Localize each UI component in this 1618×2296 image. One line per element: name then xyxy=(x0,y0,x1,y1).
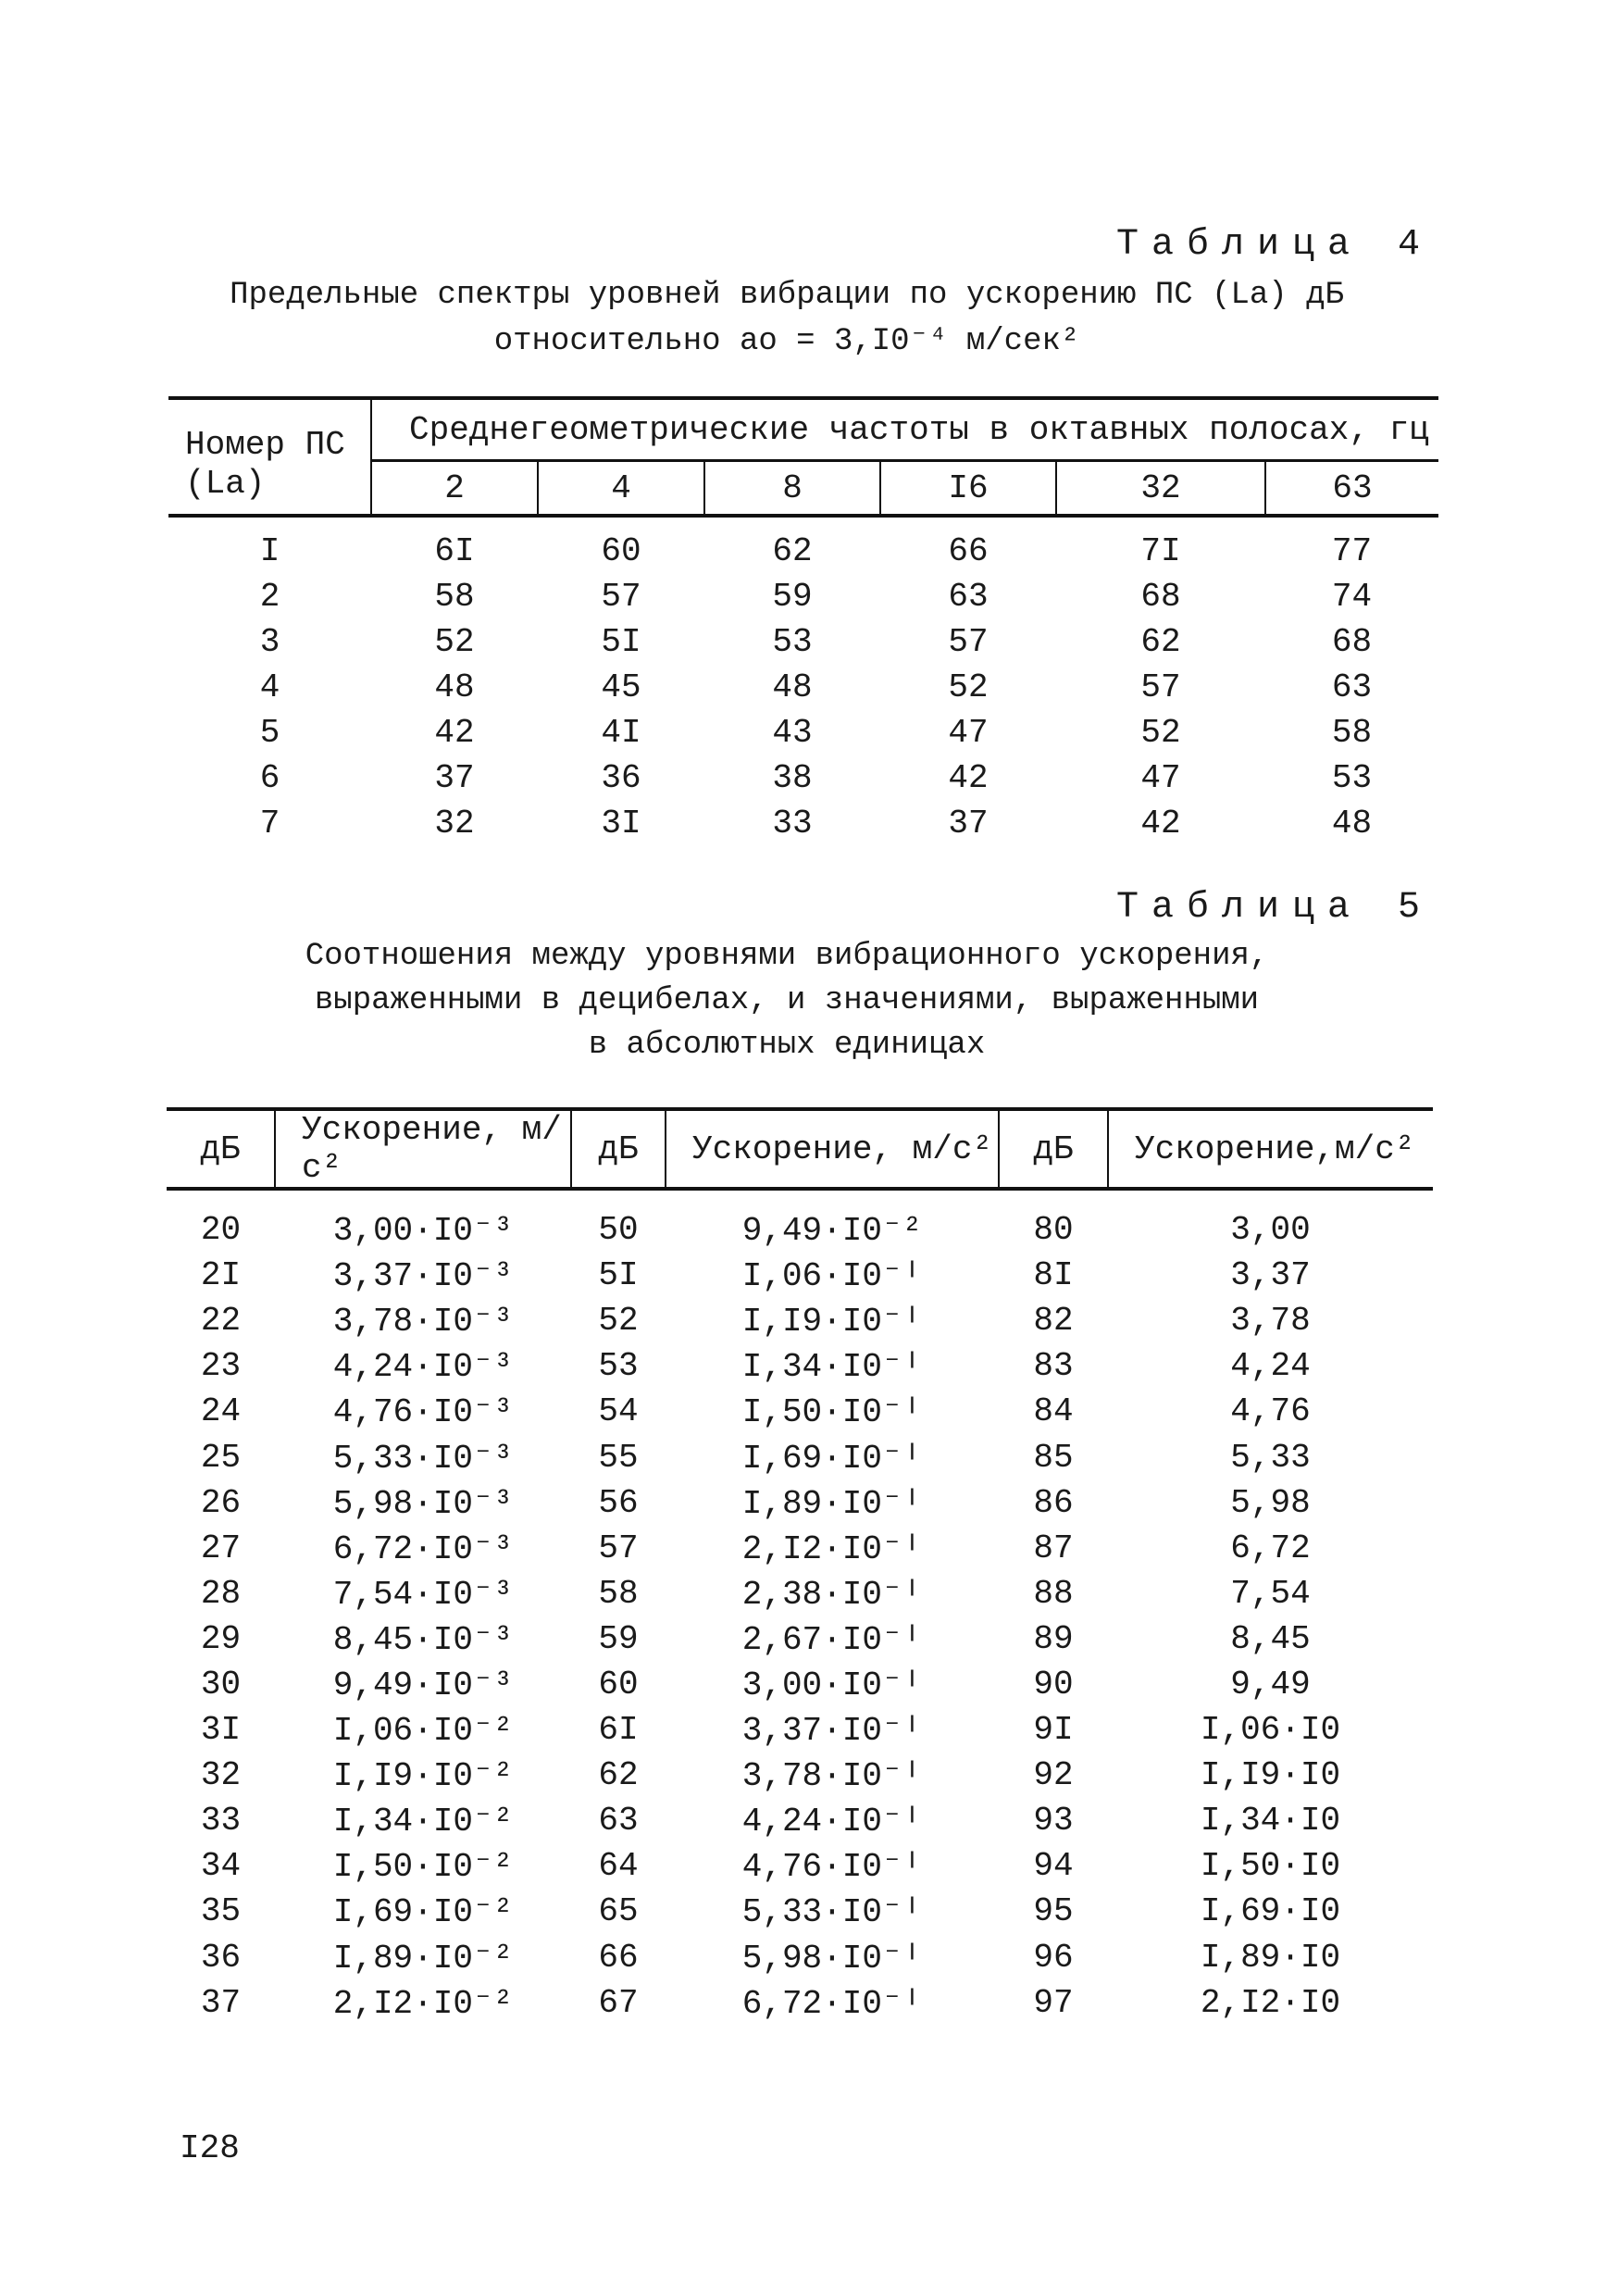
table4-caption-line2: относительно aо = 3,I0⁻⁴ м/сек² xyxy=(493,324,1080,359)
table-cell: 8,45 xyxy=(1230,1619,1311,1658)
table-row xyxy=(167,1526,1433,1571)
table-cell: 68 xyxy=(1140,578,1181,616)
table-cell: 5,98·I0⁻³ xyxy=(332,1484,514,1523)
table-cell: 92 xyxy=(1033,1756,1074,1795)
table4 xyxy=(168,396,1438,846)
table-cell: 60 xyxy=(598,1665,639,1703)
table-cell: 6I xyxy=(434,532,475,570)
table-cell: I,I9·I0⁻² xyxy=(332,1757,514,1796)
table-cell: 2,I2·I0⁻ᴵ xyxy=(741,1529,923,1568)
table-cell: I,69·I0 xyxy=(1200,1892,1341,1931)
table5-header xyxy=(167,1109,1433,1189)
table-cell: 59 xyxy=(598,1619,639,1658)
table4-freq-cell: 32 xyxy=(1056,461,1265,517)
table-cell: 86 xyxy=(1033,1483,1074,1522)
table-cell: 63 xyxy=(1331,668,1373,706)
table-cell: 3I xyxy=(601,805,641,842)
table-cell: 5,33 xyxy=(1230,1438,1311,1477)
table-cell: 29 xyxy=(200,1619,242,1658)
table-cell: I,06·I0⁻ᴵ xyxy=(741,1257,923,1296)
table-cell: 53 xyxy=(598,1347,639,1386)
table-row xyxy=(168,619,1438,665)
table4-row-header: Номер ПС (La) xyxy=(168,398,371,516)
table-cell: 45 xyxy=(601,668,641,706)
table-row xyxy=(167,1935,1433,1980)
table-cell: 7,54 xyxy=(1230,1574,1311,1613)
table-cell: I,89·I0⁻ᴵ xyxy=(741,1484,923,1523)
table-cell: 7I xyxy=(1140,532,1181,570)
table-cell: I,34·I0⁻² xyxy=(332,1803,514,1841)
table-row xyxy=(167,1389,1433,1434)
table-cell: 63 xyxy=(948,578,989,616)
table-cell: 6,72·I0⁻ᴵ xyxy=(741,1984,923,2023)
table-cell: 65 xyxy=(598,1892,639,1931)
table-cell: I xyxy=(259,532,280,570)
table4-body xyxy=(168,516,1438,846)
table-row xyxy=(168,516,1438,574)
table4-label: Таблица 4 xyxy=(1115,224,1433,266)
table-cell: 67 xyxy=(598,1983,639,2022)
table-cell: 2 xyxy=(259,578,280,616)
table-cell: 3,37·I0⁻ᴵ xyxy=(741,1712,923,1751)
table-cell: 58 xyxy=(598,1574,639,1613)
table-cell: I,50·I0⁻² xyxy=(332,1848,514,1887)
table-cell: 48 xyxy=(772,668,813,706)
table-cell: 9,49·I0⁻² xyxy=(741,1212,923,1251)
table-cell: 4,24·I0⁻³ xyxy=(332,1348,514,1387)
table4-freq-cell: I6 xyxy=(880,461,1056,517)
table-cell: 58 xyxy=(1331,714,1373,752)
table-cell: 80 xyxy=(1033,1211,1074,1250)
table-cell: 48 xyxy=(434,668,475,706)
table-cell: 3,78·I0⁻ᴵ xyxy=(741,1757,923,1796)
table-cell: 3,00·I0⁻ᴵ xyxy=(741,1666,923,1704)
table-cell: 66 xyxy=(948,532,989,570)
table-cell: 94 xyxy=(1033,1847,1074,1886)
table-cell: 37 xyxy=(948,805,989,842)
table-cell: 33 xyxy=(200,1802,242,1841)
table-cell: 62 xyxy=(598,1756,639,1795)
table-cell: I,89·I0 xyxy=(1200,1938,1341,1977)
table-cell: 57 xyxy=(598,1529,639,1567)
table-cell: 35 xyxy=(200,1892,242,1931)
table-cell: 52 xyxy=(598,1302,639,1341)
table-cell: 87 xyxy=(1033,1529,1074,1567)
table5-caption-line1: Соотношения между уровнями вибрационного ускорения, xyxy=(305,939,1269,974)
table-cell: 4 xyxy=(259,668,280,706)
table-cell: 48 xyxy=(1331,805,1373,842)
table-cell: 52 xyxy=(948,668,989,706)
table-cell: 4I xyxy=(601,714,641,752)
table-cell: 84 xyxy=(1033,1392,1074,1431)
table-cell: 6 xyxy=(259,759,280,797)
table-cell: 77 xyxy=(1331,532,1373,570)
table-cell: I,06·I0⁻² xyxy=(332,1712,514,1751)
table-cell: 3 xyxy=(259,623,280,661)
table-cell: 23 xyxy=(200,1347,242,1386)
table-cell: 50 xyxy=(598,1211,639,1250)
table-cell: 43 xyxy=(772,714,813,752)
table-cell: 26 xyxy=(200,1483,242,1522)
table4-freq-cell: 63 xyxy=(1265,461,1438,517)
table-cell: 52 xyxy=(434,623,475,661)
table-cell: I,I9·I0⁻ᴵ xyxy=(741,1303,923,1341)
table-cell: 62 xyxy=(1140,623,1181,661)
table-cell: 3,00·I0⁻³ xyxy=(332,1212,514,1251)
table-cell: 64 xyxy=(598,1847,639,1886)
table-row xyxy=(167,1189,1433,1253)
table-cell: 4,76·I0⁻³ xyxy=(332,1393,514,1432)
table4-caption-line1: Предельные спектры уровней вибрации по ускорению ПС (La) дБ xyxy=(230,278,1344,313)
table-cell: I,34·I0 xyxy=(1200,1802,1341,1841)
table-cell: 4,76 xyxy=(1230,1392,1311,1431)
table-cell: 6,72 xyxy=(1230,1529,1311,1567)
table-cell: 96 xyxy=(1033,1938,1074,1977)
table-row xyxy=(167,1843,1433,1889)
table-cell: 42 xyxy=(948,759,989,797)
table-cell: 47 xyxy=(1140,759,1181,797)
table-row xyxy=(167,1889,1433,1934)
table-cell: 5I xyxy=(598,1256,639,1295)
table-cell: 25 xyxy=(200,1438,242,1477)
table4-freq-header: Среднегеометрические частоты в октавных полосах, гц xyxy=(409,410,1429,449)
table-cell: 8I xyxy=(1033,1256,1074,1295)
table-cell: 83 xyxy=(1033,1347,1074,1386)
table-row xyxy=(168,755,1438,801)
table-cell: 53 xyxy=(1331,759,1373,797)
table-cell: 66 xyxy=(598,1938,639,1977)
table-cell: 2I xyxy=(200,1256,242,1295)
table-cell: 24 xyxy=(200,1392,242,1431)
table-cell: 2,I2·I0⁻² xyxy=(332,1984,514,2023)
table-cell: 5,33·I0⁻ᴵ xyxy=(741,1893,923,1932)
table-cell: I,50·I0 xyxy=(1200,1847,1341,1886)
table-cell: 2,67·I0⁻ᴵ xyxy=(741,1620,923,1659)
table-cell: 42 xyxy=(1140,805,1181,842)
table-cell: 4,76·I0⁻ᴵ xyxy=(741,1848,923,1887)
table5-header-acceleration: Ускорение, м/с² xyxy=(275,1109,571,1189)
table-cell: 3,78 xyxy=(1230,1302,1311,1341)
table-cell: 52 xyxy=(1140,714,1181,752)
table-cell: 28 xyxy=(200,1574,242,1613)
table-cell: 57 xyxy=(948,623,989,661)
table-cell: I,34·I0⁻ᴵ xyxy=(741,1348,923,1387)
table-cell: 55 xyxy=(598,1438,639,1477)
table-cell: 3,00 xyxy=(1230,1211,1311,1250)
table-cell: 89 xyxy=(1033,1619,1074,1658)
table4-header xyxy=(168,398,1438,516)
table-row xyxy=(167,1253,1433,1298)
table-cell: 5,98 xyxy=(1230,1483,1311,1522)
table5-header-db: дБ xyxy=(571,1109,666,1189)
table-row xyxy=(168,665,1438,710)
table-cell: I,50·I0⁻ᴵ xyxy=(741,1393,923,1432)
table-cell: 58 xyxy=(434,578,475,616)
table5-header-acceleration: Ускорение,м/с² xyxy=(1108,1109,1433,1189)
table-cell: 9,49 xyxy=(1230,1665,1311,1703)
table-cell: 4,24 xyxy=(1230,1347,1311,1386)
table5-label: Таблица 5 xyxy=(1115,887,1433,929)
table-cell: 7,54·I0⁻³ xyxy=(332,1575,514,1614)
table-row xyxy=(168,574,1438,619)
table-cell: 47 xyxy=(948,714,989,752)
table4-freq-cell: 2 xyxy=(371,461,538,517)
table-cell: 6I xyxy=(598,1711,639,1750)
table-row xyxy=(167,1434,1433,1479)
table-cell: 97 xyxy=(1033,1983,1074,2022)
table-row xyxy=(167,1616,1433,1662)
table-cell: 20 xyxy=(200,1211,242,1250)
table-cell: 6,72·I0⁻³ xyxy=(332,1529,514,1568)
table-cell: 5,33·I0⁻³ xyxy=(332,1439,514,1478)
table-cell: 54 xyxy=(598,1392,639,1431)
table-cell: 53 xyxy=(772,623,813,661)
table4-freq-cell: 4 xyxy=(538,461,704,517)
table-row xyxy=(167,1298,1433,1343)
page-number: I28 xyxy=(180,2129,240,2167)
table5-caption-line3: в абсолютных единицах xyxy=(588,1028,986,1063)
table-cell: 32 xyxy=(434,805,475,842)
table-cell: 85 xyxy=(1033,1438,1074,1477)
table-cell: 59 xyxy=(772,578,813,616)
table-cell: 42 xyxy=(434,714,475,752)
table-cell: 68 xyxy=(1331,623,1373,661)
table-cell: 36 xyxy=(200,1938,242,1977)
table-cell: 4,24·I0⁻ᴵ xyxy=(741,1803,923,1841)
table-cell: 57 xyxy=(601,578,641,616)
table-row xyxy=(167,1571,1433,1616)
table-row xyxy=(167,1343,1433,1389)
table-cell: 62 xyxy=(772,532,813,570)
table-row xyxy=(168,710,1438,755)
table-cell: 9I xyxy=(1033,1711,1074,1750)
table-row xyxy=(168,801,1438,846)
table5-header-db: дБ xyxy=(999,1109,1108,1189)
table-cell: 90 xyxy=(1033,1665,1074,1703)
table-cell: 37 xyxy=(434,759,475,797)
table-cell: 22 xyxy=(200,1302,242,1341)
table-cell: I,69·I0⁻² xyxy=(332,1893,514,1932)
table-cell: 8,45·I0⁻³ xyxy=(332,1620,514,1659)
table-cell: 5 xyxy=(259,714,280,752)
table5 xyxy=(167,1107,1433,2026)
table-cell: 34 xyxy=(200,1847,242,1886)
table-row xyxy=(167,1707,1433,1753)
table-cell: 37 xyxy=(200,1983,242,2022)
table-cell: 3,37·I0⁻³ xyxy=(332,1257,514,1296)
table-cell: I,89·I0⁻² xyxy=(332,1939,514,1978)
table-cell: 30 xyxy=(200,1665,242,1703)
table-cell: 82 xyxy=(1033,1302,1074,1341)
table5-header-acceleration: Ускорение, м/с² xyxy=(666,1109,999,1189)
table-cell: 57 xyxy=(1140,668,1181,706)
table-cell: 38 xyxy=(772,759,813,797)
table-cell: I,06·I0 xyxy=(1200,1711,1341,1750)
table-cell: 32 xyxy=(200,1756,242,1795)
table-cell: 2,38·I0⁻ᴵ xyxy=(741,1575,923,1614)
table-cell: 7 xyxy=(259,805,280,842)
table-cell: 36 xyxy=(601,759,641,797)
table-row xyxy=(167,1980,1433,2026)
table-cell: 60 xyxy=(601,532,641,570)
table-cell: 88 xyxy=(1033,1574,1074,1613)
table-cell: 5,98·I0⁻ᴵ xyxy=(741,1939,923,1978)
table-row xyxy=(167,1662,1433,1707)
table-row xyxy=(167,1798,1433,1843)
table-cell: 5I xyxy=(601,623,641,661)
table-cell: 63 xyxy=(598,1802,639,1841)
table-cell: 2,I2·I0 xyxy=(1200,1983,1341,2022)
table4-freq-cell: 8 xyxy=(704,461,880,517)
table-cell: I,69·I0⁻ᴵ xyxy=(741,1439,923,1478)
table-cell: 3,37 xyxy=(1230,1256,1311,1295)
table5-caption-line2: выраженными в децибелах, и значениями, выраженными xyxy=(314,983,1260,1018)
table-cell: 74 xyxy=(1331,578,1373,616)
table-cell: 93 xyxy=(1033,1802,1074,1841)
table-row xyxy=(167,1480,1433,1526)
table-cell: 27 xyxy=(200,1529,242,1567)
table-cell: I,I9·I0 xyxy=(1200,1756,1341,1795)
table-cell: 3I xyxy=(200,1711,242,1750)
table-cell: 95 xyxy=(1033,1892,1074,1931)
table-row xyxy=(167,1753,1433,1798)
table-cell: 33 xyxy=(772,805,813,842)
table-cell: 3,78·I0⁻³ xyxy=(332,1303,514,1341)
table5-body xyxy=(167,1189,1433,2026)
table5-header-db: дБ xyxy=(200,1129,241,1168)
table-cell: 56 xyxy=(598,1483,639,1522)
table-cell: 9,49·I0⁻³ xyxy=(332,1666,514,1704)
